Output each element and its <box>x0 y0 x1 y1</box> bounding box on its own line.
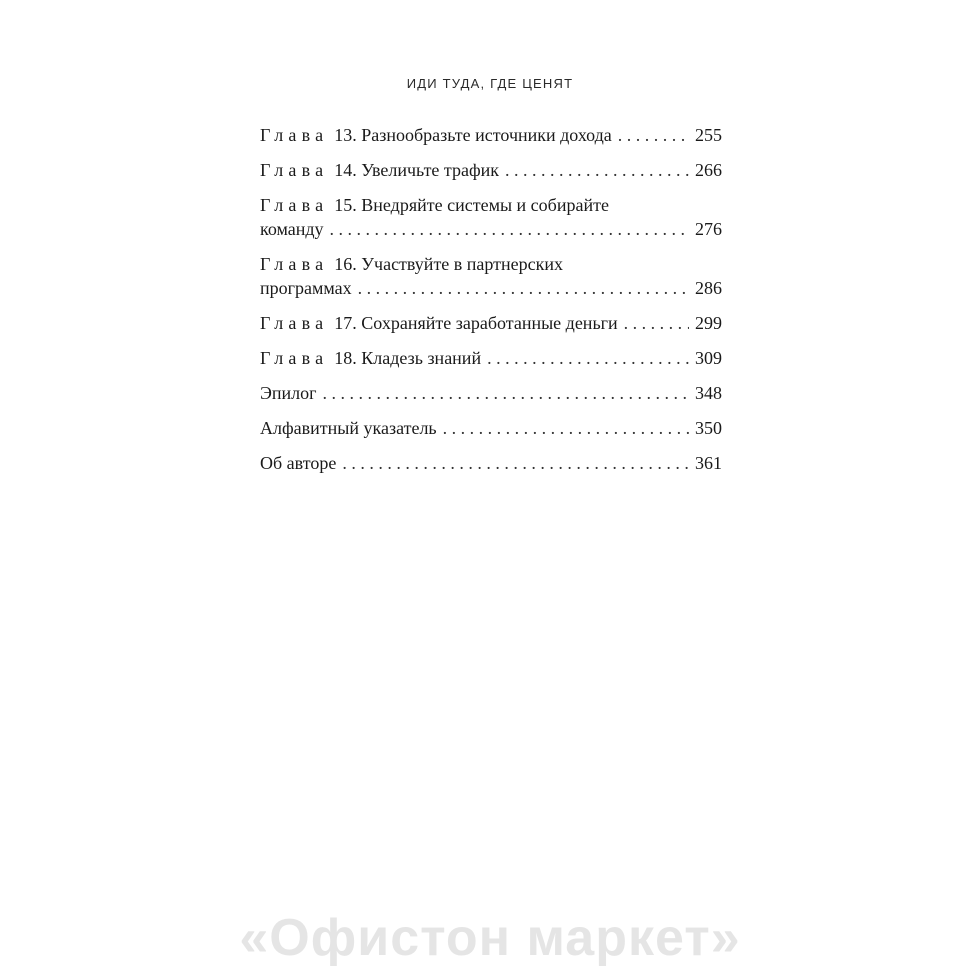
table-of-contents <box>260 123 722 486</box>
toc-entry-title: Алфавитный указатель <box>260 418 437 438</box>
toc-page-number: 350 <box>695 418 722 438</box>
dot-leader <box>342 451 689 475</box>
running-head: ИДИ ТУДА, ГДЕ ЦЕНЯТ <box>406 76 574 91</box>
toc-entry[interactable] <box>260 346 722 370</box>
toc-entry[interactable] <box>260 158 722 182</box>
chapter-label: Глава <box>260 125 329 145</box>
toc-page-number: 276 <box>695 219 722 239</box>
toc-page-number: 266 <box>695 160 722 180</box>
dot-leader <box>323 381 689 405</box>
toc-entry-title: 18. Кладезь знаний <box>334 348 482 368</box>
toc-entry-title: 13. Разнообразьте источники дохода <box>334 125 612 145</box>
toc-entry-title-continued: программах <box>260 278 352 298</box>
toc-entry[interactable] <box>260 123 722 147</box>
toc-page-number: 286 <box>695 278 722 298</box>
toc-entry-title: 17. Сохраняйте заработанные деньги <box>334 313 618 333</box>
toc-entry-title: Эпилог <box>260 383 317 403</box>
dot-leader <box>505 158 689 182</box>
toc-page-number: 348 <box>695 383 722 403</box>
chapter-label: Глава <box>260 160 329 180</box>
chapter-label: Глава <box>260 254 329 274</box>
chapter-label: Глава <box>260 195 329 215</box>
toc-page-number: 255 <box>695 125 722 145</box>
dot-leader <box>443 416 689 440</box>
dot-leader <box>487 346 689 370</box>
toc-entry[interactable] <box>260 416 722 440</box>
toc-entry-title: 16. Участвуйте в партнерских <box>334 254 564 274</box>
dot-leader <box>624 311 689 335</box>
toc-page-number: 309 <box>695 348 722 368</box>
dot-leader <box>618 123 689 147</box>
chapter-label: Глава <box>260 348 329 368</box>
toc-entry-title: Об авторе <box>260 453 337 473</box>
dot-leader <box>330 217 689 241</box>
toc-entry-title-continued: команду <box>260 219 324 239</box>
toc-entry[interactable] <box>260 193 722 241</box>
toc-page-number: 361 <box>695 453 722 473</box>
toc-entry[interactable] <box>260 311 722 335</box>
toc-entry[interactable] <box>260 381 722 405</box>
toc-entry-title: 15. Внедряйте системы и собирайте <box>334 195 609 215</box>
dot-leader <box>358 276 689 300</box>
toc-entry[interactable] <box>260 451 722 475</box>
toc-entry[interactable] <box>260 252 722 300</box>
toc-entry-title: 14. Увеличьте трафик <box>334 160 500 180</box>
toc-page-number: 299 <box>695 313 722 333</box>
watermark: «Офистон маркет» <box>239 909 741 967</box>
chapter-label: Глава <box>260 313 329 333</box>
